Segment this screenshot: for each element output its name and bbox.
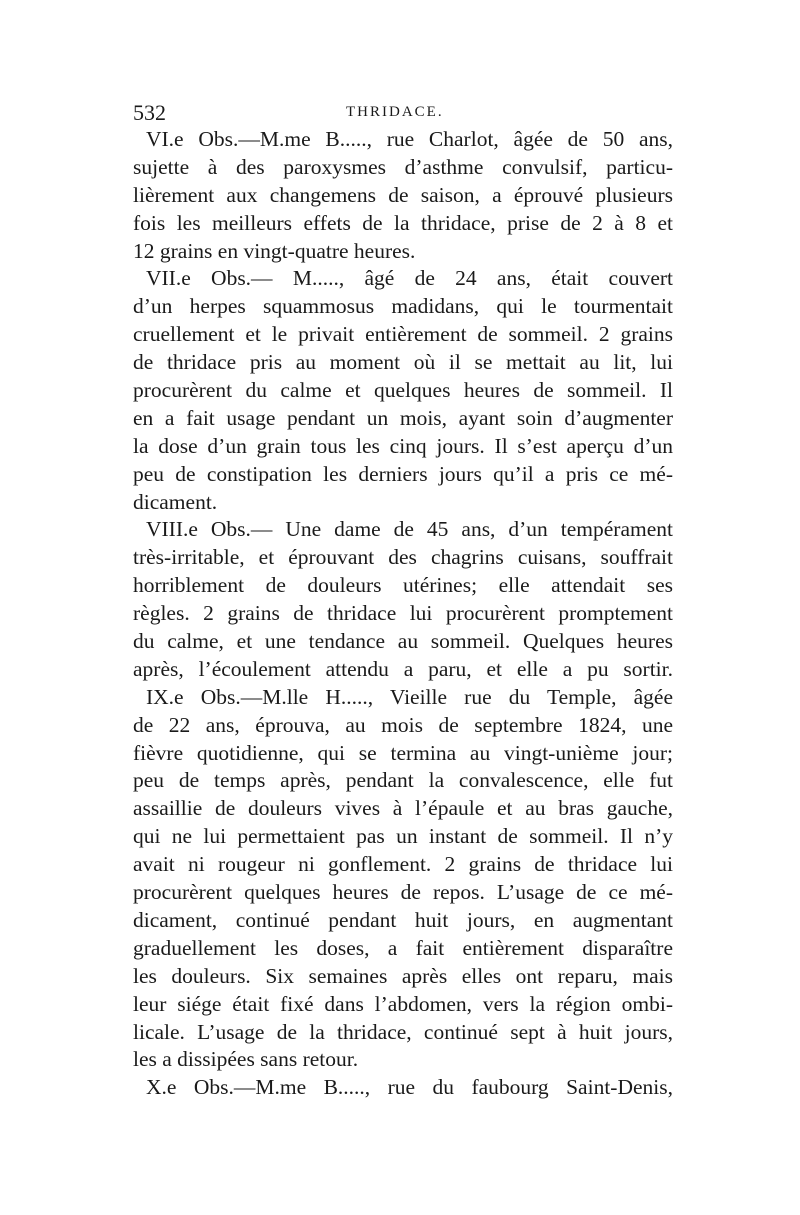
text-line: du calme, et une tendance au sommeil. Quelques heures xyxy=(133,629,673,654)
text-line: sujette à des paroxysmes d’asthme convulsif, particu- xyxy=(133,154,673,179)
text-line: après, l’écoulement attendu a paru, et elle a pu sortir. xyxy=(133,656,673,681)
text-line: qui ne lui permettaient pas un instant de sommeil. Il n’y xyxy=(133,824,673,849)
page-number: 532 xyxy=(133,100,166,125)
text-line: VI.e Obs.—M.me B....., rue Charlot, âgée de 50 ans, xyxy=(146,127,673,151)
text-line: dicament. xyxy=(133,489,218,514)
text-line: avait ni rougeur ni gonflement. 2 grains de thridace lui xyxy=(133,852,673,877)
text-line: assaillie de douleurs vives à l’épaule et au bras gauche, xyxy=(133,796,673,821)
text-line: peu de temps après, pendant la convalescence, elle fut xyxy=(133,768,673,793)
text-line: les douleurs. Six semaines après elles ont reparu, mais xyxy=(133,963,673,988)
text-line: lièrement aux changemens de saison, a éprouvé plusieurs xyxy=(133,182,673,207)
text-line: de thridace pris au moment où il se mettait au lit, lui xyxy=(133,350,673,375)
text-line: leur siége était fixé dans l’abdomen, vers la région ombi- xyxy=(133,991,673,1016)
text-line: X.e Obs.—M.me B....., rue du faubourg Saint-Denis, xyxy=(146,1075,673,1100)
text-line: la dose d’un grain tous les cinq jours. Il s’est aperçu d’un xyxy=(133,433,673,458)
text-line: peu de constipation les derniers jours qu’il a pris ce mé- xyxy=(133,461,673,486)
text-line: en a fait usage pendant un mois, ayant soin d’augmenter xyxy=(133,405,673,430)
text-line: procurèrent du calme et quelques heures de sommeil. Il xyxy=(133,378,673,403)
text-line: dicament, continué pendant huit jours, en augmentant xyxy=(133,907,673,932)
text-line: licale. L’usage de la thridace, continué sept à huit jours, xyxy=(133,1019,673,1044)
text-line: les a dissipées sans retour. xyxy=(133,1047,359,1072)
text-line: de 22 ans, éprouva, au mois de septembre 1824, une xyxy=(133,712,673,737)
text-line: d’un herpes squammosus madidans, qui le tourmentait xyxy=(133,294,673,319)
text-line: fois les meilleurs effets de la thridace, prise de 2 à 8 et xyxy=(133,210,673,235)
page-header xyxy=(133,100,673,126)
text-line: 12 grains en vingt-quatre heures. xyxy=(133,238,416,263)
text-line: graduellement les doses, a fait entièrement disparaître xyxy=(133,935,673,960)
text-line: procurèrent quelques heures de repos. L’usage de ce mé- xyxy=(133,880,673,905)
text-line: cruellement et le privait entièrement de sommeil. 2 grains xyxy=(133,322,673,347)
text-line: très-irritable, et éprouvant des chagrins cuisans, souffrait xyxy=(133,545,673,570)
running-head: THRIDACE. xyxy=(346,104,444,120)
text-line: horriblement de douleurs utérines; elle attendait ses xyxy=(133,573,673,598)
body-text xyxy=(133,126,673,1102)
text-line: VII.e Obs.— M....., âgé de 24 ans, était couvert xyxy=(146,266,673,291)
text-line: règles. 2 grains de thridace lui procurèrent promptement xyxy=(133,601,673,626)
text-line: IX.e Obs.—M.lle H....., Vieille rue du Temple, âgée xyxy=(146,684,673,709)
text-line: VIII.e Obs.— Une dame de 45 ans, d’un tempérament xyxy=(146,517,673,542)
text-line: fièvre quotidienne, qui se termina au vingt-unième jour; xyxy=(133,740,673,765)
